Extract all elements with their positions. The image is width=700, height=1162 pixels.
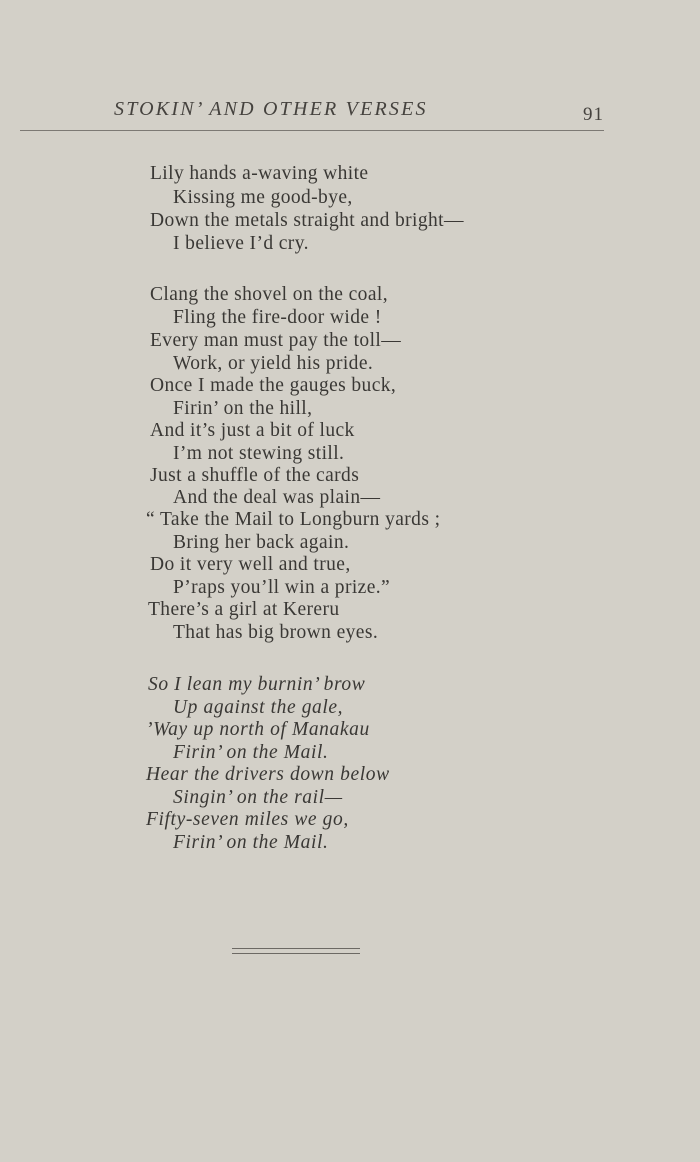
poem-line: Do it very well and true, bbox=[150, 554, 351, 575]
poem-line: Clang the shovel on the coal, bbox=[150, 284, 388, 305]
poem-line: Lily hands a-waving white bbox=[150, 163, 369, 184]
poem-line: There’s a girl at Kereru bbox=[148, 599, 340, 620]
poem-line: Once I made the gauges buck, bbox=[150, 375, 397, 396]
poem-line: Work, or yield his pride. bbox=[173, 353, 374, 374]
poem-line: Just a shuffle of the cards bbox=[150, 465, 360, 486]
poem-line: Up against the gale, bbox=[173, 697, 344, 718]
page-number: 91 bbox=[583, 104, 604, 125]
poem-line: Firin’ on the Mail. bbox=[173, 832, 329, 853]
poem-line: I’m not stewing still. bbox=[173, 443, 345, 464]
poem-line: “ Take the Mail to Longburn yards ; bbox=[146, 509, 441, 530]
poem-line: So I lean my burnin’ brow bbox=[148, 674, 366, 695]
poem-line: And it’s just a bit of luck bbox=[150, 420, 355, 441]
poem-line: Hear the drivers down below bbox=[146, 764, 390, 785]
poem-line: Singin’ on the rail— bbox=[173, 787, 343, 808]
poem-line: Kissing me good-bye, bbox=[173, 187, 353, 208]
poem-line: Fling the fire-door wide ! bbox=[173, 307, 382, 328]
poem-line: Firin’ on the hill, bbox=[173, 398, 313, 419]
poem-line: Down the metals straight and bright— bbox=[150, 210, 464, 231]
poem-line: Fifty-seven miles we go, bbox=[146, 809, 349, 830]
poem-line: Every man must pay the toll— bbox=[150, 330, 402, 351]
poem-line: ’Way up north of Manakau bbox=[146, 719, 370, 740]
poem-line: And the deal was plain— bbox=[173, 487, 381, 508]
poem-line: Bring her back again. bbox=[173, 532, 350, 553]
end-rule-bottom bbox=[232, 953, 360, 954]
end-rule-top bbox=[232, 948, 360, 949]
end-ornament bbox=[232, 948, 360, 958]
running-title: STOKIN’ AND OTHER VERSES bbox=[114, 98, 428, 120]
poem-line: Firin’ on the Mail. bbox=[173, 742, 329, 763]
poem-line: P’raps you’ll win a prize.” bbox=[173, 577, 391, 598]
poem-line: That has big brown eyes. bbox=[173, 622, 379, 643]
poem-line: I believe I’d cry. bbox=[173, 233, 309, 254]
